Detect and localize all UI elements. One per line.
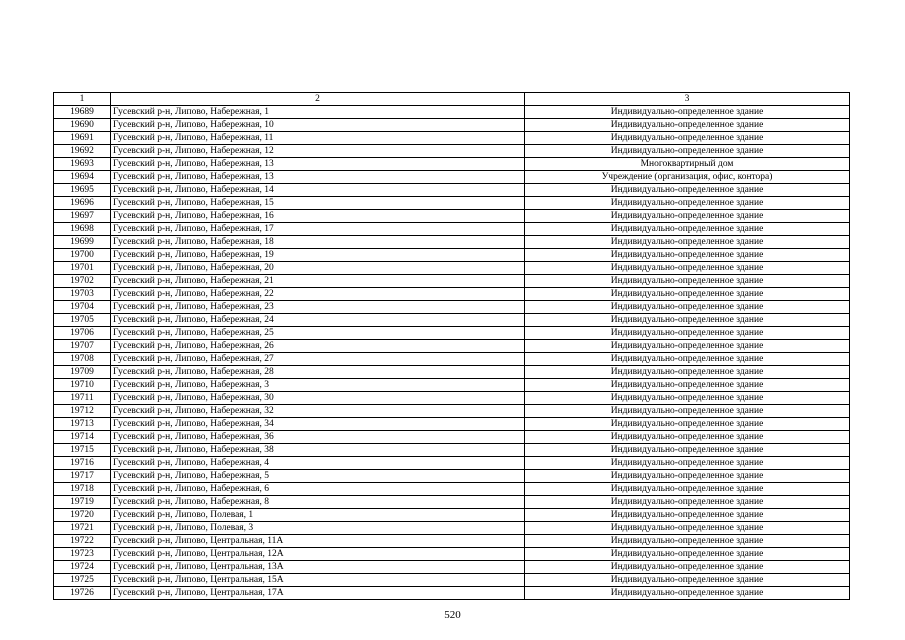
row-number-cell: 19697 (54, 210, 111, 223)
table-row (54, 366, 850, 379)
address-cell: Гусевский р-н, Липово, Набережная, 18 (111, 236, 525, 249)
table-row (54, 483, 850, 496)
table-row (54, 262, 850, 275)
address-cell: Гусевский р-н, Липово, Набережная, 27 (111, 353, 525, 366)
address-cell: Гусевский р-н, Липово, Набережная, 38 (111, 444, 525, 457)
page-number: 520 (444, 609, 461, 621)
row-number-cell: 19719 (54, 496, 111, 509)
address-cell: Гусевский р-н, Липово, Набережная, 4 (111, 457, 525, 470)
table-row (54, 301, 850, 314)
table-row (54, 171, 850, 184)
row-number-cell: 19710 (54, 379, 111, 392)
header-cell-1: 1 (54, 93, 111, 106)
object-type-cell: Индивидуально-определенное здание (525, 522, 850, 535)
object-type-cell: Индивидуально-определенное здание (525, 457, 850, 470)
table-row (54, 418, 850, 431)
object-type-cell: Индивидуально-определенное здание (525, 561, 850, 574)
object-type-cell: Индивидуально-определенное здание (525, 288, 850, 301)
object-type-cell: Многоквартирный дом (525, 158, 850, 171)
row-number-cell: 19715 (54, 444, 111, 457)
address-cell: Гусевский р-н, Липово, Набережная, 17 (111, 223, 525, 236)
object-type-cell: Индивидуально-определенное здание (525, 301, 850, 314)
table-row (54, 184, 850, 197)
object-type-cell: Индивидуально-определенное здание (525, 340, 850, 353)
object-type-cell: Индивидуально-определенное здание (525, 509, 850, 522)
address-cell: Гусевский р-н, Липово, Набережная, 14 (111, 184, 525, 197)
object-type-cell: Индивидуально-определенное здание (525, 106, 850, 119)
row-number-cell: 19717 (54, 470, 111, 483)
table-row (54, 574, 850, 587)
header-row (54, 93, 850, 106)
address-cell: Гусевский р-н, Липово, Набережная, 1 (111, 106, 525, 119)
object-type-cell: Индивидуально-определенное здание (525, 236, 850, 249)
table-row (54, 457, 850, 470)
row-number-cell: 19690 (54, 119, 111, 132)
object-type-cell: Индивидуально-определенное здание (525, 392, 850, 405)
address-cell: Гусевский р-н, Липово, Набережная, 26 (111, 340, 525, 353)
table-body (54, 106, 850, 600)
address-cell: Гусевский р-н, Липово, Набережная, 11 (111, 132, 525, 145)
table-row (54, 392, 850, 405)
object-type-cell: Индивидуально-определенное здание (525, 314, 850, 327)
table-row (54, 379, 850, 392)
table-row (54, 275, 850, 288)
row-number-cell: 19712 (54, 405, 111, 418)
address-cell: Гусевский р-н, Липово, Набережная, 15 (111, 197, 525, 210)
row-number-cell: 19695 (54, 184, 111, 197)
row-number-cell: 19720 (54, 509, 111, 522)
address-cell: Гусевский р-н, Липово, Набережная, 20 (111, 262, 525, 275)
address-cell: Гусевский р-н, Липово, Полевая, 3 (111, 522, 525, 535)
table-row (54, 210, 850, 223)
table-row (54, 431, 850, 444)
address-cell: Гусевский р-н, Липово, Набережная, 22 (111, 288, 525, 301)
row-number-cell: 19698 (54, 223, 111, 236)
table-row (54, 353, 850, 366)
object-type-cell: Индивидуально-определенное здание (525, 444, 850, 457)
table-row (54, 444, 850, 457)
object-type-cell: Индивидуально-определенное здание (525, 535, 850, 548)
row-number-cell: 19702 (54, 275, 111, 288)
row-number-cell: 19704 (54, 301, 111, 314)
row-number-cell: 19721 (54, 522, 111, 535)
object-type-cell: Индивидуально-определенное здание (525, 119, 850, 132)
table-row (54, 314, 850, 327)
row-number-cell: 19713 (54, 418, 111, 431)
object-type-cell: Индивидуально-определенное здание (525, 223, 850, 236)
table-row (54, 496, 850, 509)
object-type-cell: Индивидуально-определенное здание (525, 470, 850, 483)
object-type-cell: Индивидуально-определенное здание (525, 418, 850, 431)
row-number-cell: 19722 (54, 535, 111, 548)
row-number-cell: 19714 (54, 431, 111, 444)
header-cell-2: 2 (111, 93, 525, 106)
table-row (54, 587, 850, 600)
address-cell: Гусевский р-н, Липово, Центральная, 13А (111, 561, 525, 574)
table-row (54, 522, 850, 535)
row-number-cell: 19707 (54, 340, 111, 353)
table-row (54, 236, 850, 249)
object-type-cell: Индивидуально-определенное здание (525, 249, 850, 262)
row-number-cell: 19725 (54, 574, 111, 587)
address-cell: Гусевский р-н, Липово, Центральная, 17А (111, 587, 525, 600)
table-row (54, 197, 850, 210)
address-cell: Гусевский р-н, Липово, Набережная, 8 (111, 496, 525, 509)
object-type-cell: Индивидуально-определенное здание (525, 184, 850, 197)
object-type-cell: Учреждение (организация, офис, контора) (525, 171, 850, 184)
address-cell: Гусевский р-н, Липово, Полевая, 1 (111, 509, 525, 522)
row-number-cell: 19723 (54, 548, 111, 561)
object-type-cell: Индивидуально-определенное здание (525, 327, 850, 340)
object-type-cell: Индивидуально-определенное здание (525, 197, 850, 210)
row-number-cell: 19692 (54, 145, 111, 158)
object-type-cell: Индивидуально-определенное здание (525, 262, 850, 275)
row-number-cell: 19693 (54, 158, 111, 171)
row-number-cell: 19718 (54, 483, 111, 496)
address-cell: Гусевский р-н, Липово, Набережная, 19 (111, 249, 525, 262)
table-row (54, 509, 850, 522)
table-row (54, 145, 850, 158)
table-row (54, 548, 850, 561)
object-type-cell: Индивидуально-определенное здание (525, 483, 850, 496)
row-number-cell: 19696 (54, 197, 111, 210)
object-type-cell: Индивидуально-определенное здание (525, 548, 850, 561)
row-number-cell: 19709 (54, 366, 111, 379)
address-cell: Гусевский р-н, Липово, Набережная, 36 (111, 431, 525, 444)
row-number-cell: 19700 (54, 249, 111, 262)
row-number-cell: 19694 (54, 171, 111, 184)
object-type-cell: Индивидуально-определенное здание (525, 405, 850, 418)
table-row (54, 340, 850, 353)
table-row (54, 158, 850, 171)
object-type-cell: Индивидуально-определенное здание (525, 366, 850, 379)
address-cell: Гусевский р-н, Липово, Набережная, 13 (111, 171, 525, 184)
address-cell: Гусевский р-н, Липово, Центральная, 15А (111, 574, 525, 587)
table-row (54, 288, 850, 301)
object-type-cell: Индивидуально-определенное здание (525, 496, 850, 509)
row-number-cell: 19691 (54, 132, 111, 145)
registry-table (53, 92, 850, 600)
table-row (54, 535, 850, 548)
row-number-cell: 19724 (54, 561, 111, 574)
object-type-cell: Индивидуально-определенное здание (525, 587, 850, 600)
row-number-cell: 19708 (54, 353, 111, 366)
table-row (54, 119, 850, 132)
address-cell: Гусевский р-н, Липово, Набережная, 5 (111, 470, 525, 483)
row-number-cell: 19711 (54, 392, 111, 405)
address-cell: Гусевский р-н, Липово, Набережная, 25 (111, 327, 525, 340)
table-row (54, 327, 850, 340)
row-number-cell: 19705 (54, 314, 111, 327)
object-type-cell: Индивидуально-определенное здание (525, 431, 850, 444)
address-cell: Гусевский р-н, Липово, Набережная, 28 (111, 366, 525, 379)
object-type-cell: Индивидуально-определенное здание (525, 353, 850, 366)
address-cell: Гусевский р-н, Липово, Центральная, 11А (111, 535, 525, 548)
address-cell: Гусевский р-н, Липово, Набережная, 30 (111, 392, 525, 405)
address-cell: Гусевский р-н, Липово, Набережная, 23 (111, 301, 525, 314)
address-cell: Гусевский р-н, Липово, Набережная, 34 (111, 418, 525, 431)
table-row (54, 249, 850, 262)
table-row (54, 470, 850, 483)
table-row (54, 561, 850, 574)
row-number-cell: 19703 (54, 288, 111, 301)
row-number-cell: 19701 (54, 262, 111, 275)
row-number-cell: 19706 (54, 327, 111, 340)
table-row (54, 405, 850, 418)
address-cell: Гусевский р-н, Липово, Набережная, 10 (111, 119, 525, 132)
address-cell: Гусевский р-н, Липово, Набережная, 32 (111, 405, 525, 418)
address-cell: Гусевский р-н, Липово, Центральная, 12А (111, 548, 525, 561)
row-number-cell: 19699 (54, 236, 111, 249)
object-type-cell: Индивидуально-определенное здание (525, 210, 850, 223)
table-row (54, 132, 850, 145)
address-cell: Гусевский р-н, Липово, Набережная, 12 (111, 145, 525, 158)
address-cell: Гусевский р-н, Липово, Набережная, 21 (111, 275, 525, 288)
address-cell: Гусевский р-н, Липово, Набережная, 24 (111, 314, 525, 327)
object-type-cell: Индивидуально-определенное здание (525, 132, 850, 145)
row-number-cell: 19716 (54, 457, 111, 470)
table-row (54, 106, 850, 119)
object-type-cell: Индивидуально-определенное здание (525, 574, 850, 587)
table-row (54, 223, 850, 236)
address-cell: Гусевский р-н, Липово, Набережная, 6 (111, 483, 525, 496)
object-type-cell: Индивидуально-определенное здание (525, 379, 850, 392)
row-number-cell: 19726 (54, 587, 111, 600)
address-cell: Гусевский р-н, Липово, Набережная, 16 (111, 210, 525, 223)
header-cell-3: 3 (525, 93, 850, 106)
object-type-cell: Индивидуально-определенное здание (525, 275, 850, 288)
row-number-cell: 19689 (54, 106, 111, 119)
object-type-cell: Индивидуально-определенное здание (525, 145, 850, 158)
address-cell: Гусевский р-н, Липово, Набережная, 13 (111, 158, 525, 171)
address-cell: Гусевский р-н, Липово, Набережная, 3 (111, 379, 525, 392)
